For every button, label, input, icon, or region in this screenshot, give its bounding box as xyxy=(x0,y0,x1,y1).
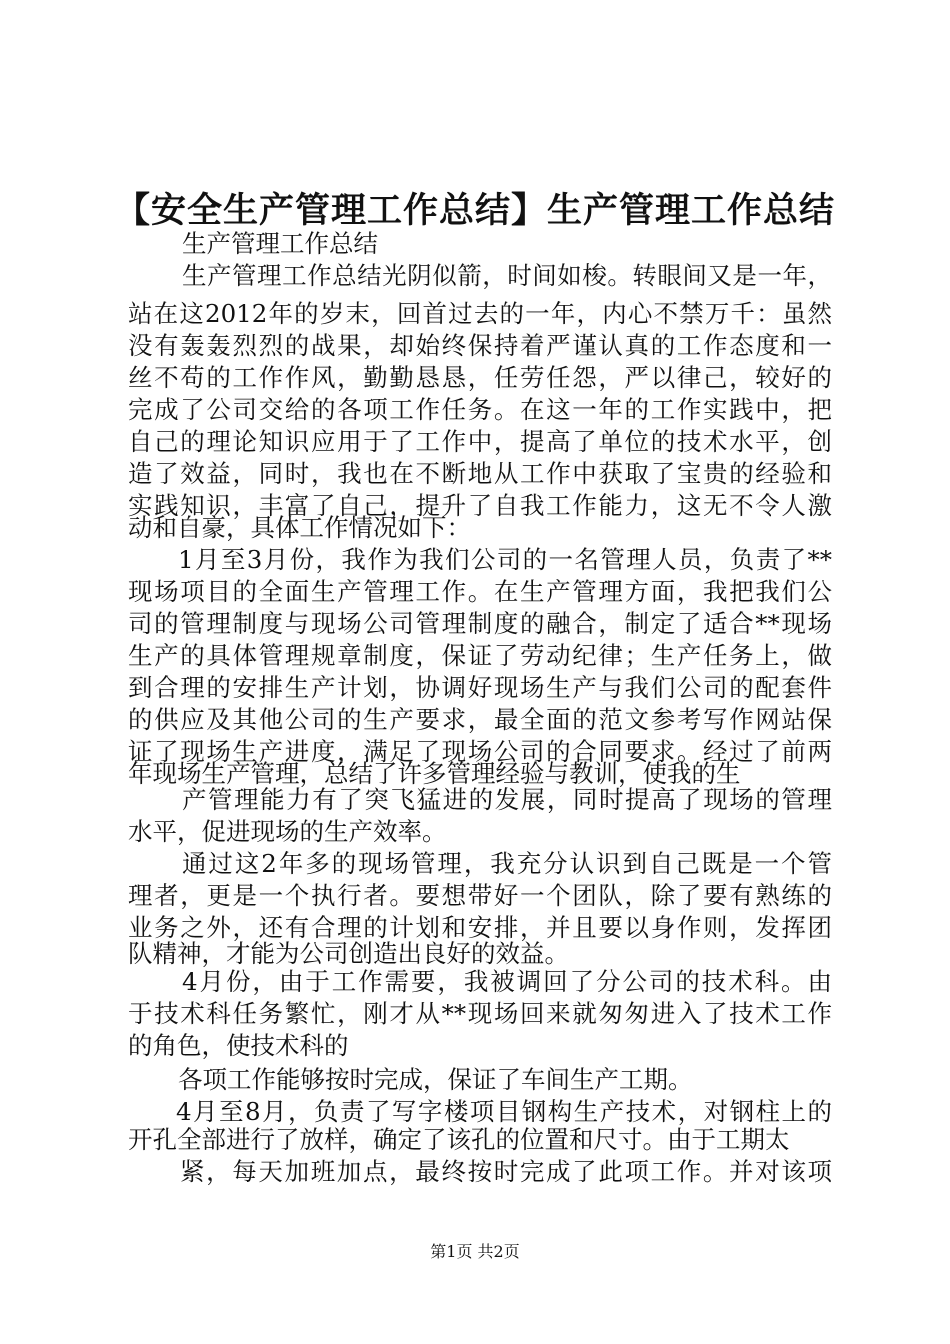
text-line: 实践知识，丰富了自己，提升了自我工作能力，这无不令人激 xyxy=(128,491,832,520)
text-line: 司的管理制度与现场公司管理制度的融合，制定了适合**现场 xyxy=(128,609,832,638)
text-line: 4月份，由于工作需要，我被调回了分公司的技术科。由 xyxy=(182,967,832,996)
text-line: 业务之外，还有合理的计划和安排，并且要以身作则，发挥团 xyxy=(128,913,832,942)
page-number: 第1页 共2页 xyxy=(430,1242,520,1261)
text-line: 4月至8月，负责了写字楼项目钢构生产技术，对钢柱上的 xyxy=(176,1097,832,1126)
text-line: 通过这2年多的现场管理，我充分认识到自己既是一个管 xyxy=(182,849,832,878)
text-line: 各项工作能够按时完成，保证了车间生产工期。 xyxy=(178,1065,693,1094)
text-line: 队精神，才能为公司创造出良好的效益。 xyxy=(128,939,569,968)
text-line: 现场项目的全面生产管理工作。在生产管理方面，我把我们公 xyxy=(128,577,832,606)
text-line: 年现场生产管理，总结了许多管理经验与教训，使我的生 xyxy=(128,759,741,788)
text-line: 证了现场生产进度，满足了现场公司的合同要求。经过了前两 xyxy=(128,737,832,766)
text-line: 动和自豪，具体工作情况如下： xyxy=(128,513,471,542)
text-line: 开孔全部进行了放样，确定了该孔的位置和尺寸。由于工期太 xyxy=(128,1125,790,1154)
text-line: 丝不苟的工作作风，勤勤恳恳，任劳任怨，严以律己，较好的 xyxy=(128,363,832,392)
text-line: 到合理的安排生产计划，协调好现场生产与我们公司的配套件 xyxy=(128,673,832,702)
text-line: 紧，每天加班加点，最终按时完成了此项工作。并对该项 xyxy=(180,1157,832,1186)
text-line: 站在这2012年的岁末，回首过去的一年，内心不禁万千：虽然 xyxy=(128,299,832,328)
text-line: 造了效益，同时，我也在不断地从工作中获取了宝贵的经验和 xyxy=(128,459,832,488)
text-line: 生产的具体管理规章制度，保证了劳动纪律；生产任务上，做 xyxy=(128,641,832,670)
document-title: 【安全生产管理工作总结】生产管理工作总结 xyxy=(114,191,835,231)
text-line: 1月至3月份，我作为我们公司的一名管理人员，负责了** xyxy=(178,545,832,574)
text-line: 产管理能力有了突飞猛进的发展，同时提高了现场的管理 xyxy=(182,785,832,814)
text-line: 水平，促进现场的生产效率。 xyxy=(128,817,447,846)
text-line: 完成了公司交给的各项工作任务。在这一年的工作实践中，把 xyxy=(128,395,832,424)
text-line: 生产管理工作总结光阴似箭，时间如梭。转眼间又是一年， xyxy=(182,261,832,290)
text-line: 没有轰轰烈烈的战果，却始终保持着严谨认真的工作态度和一 xyxy=(128,331,832,360)
text-line: 于技术科任务繁忙，刚才从**现场回来就匆匆进入了技术工作 xyxy=(128,999,832,1028)
text-line: 生产管理工作总结 xyxy=(182,229,378,258)
text-line: 自己的理论知识应用于了工作中，提高了单位的技术水平，创 xyxy=(128,427,832,456)
text-line: 理者，更是一个执行者。要想带好一个团队，除了要有熟练的 xyxy=(128,881,832,910)
text-line: 的角色，使技术科的 xyxy=(128,1031,349,1060)
text-line: 的供应及其他公司的生产要求，最全面的范文参考写作网站保 xyxy=(128,705,832,734)
